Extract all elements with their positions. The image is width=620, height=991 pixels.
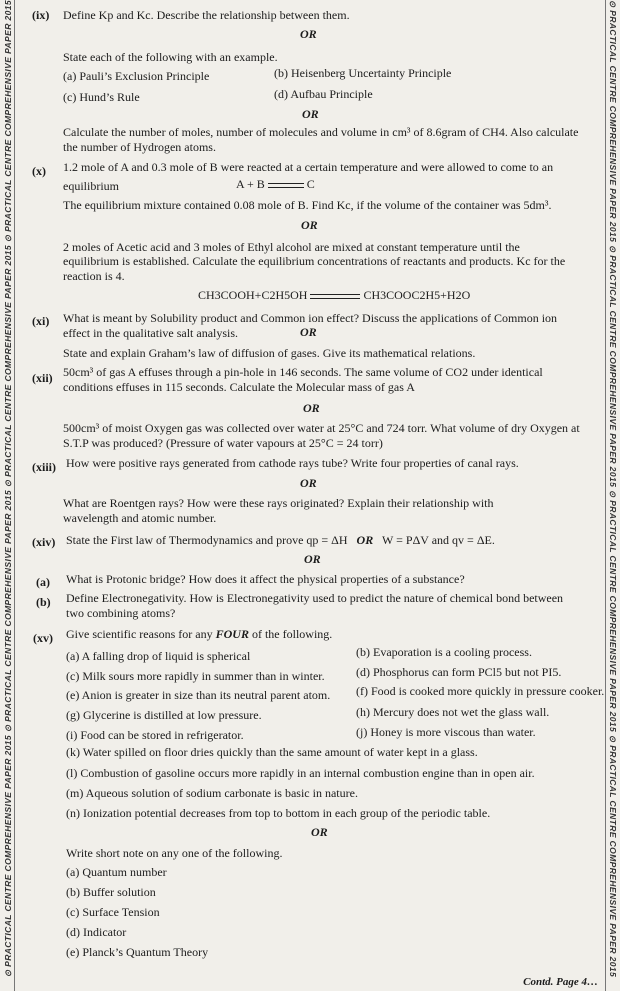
xv-intro: Give scientific reasons for any FOUR of the following. (66, 627, 333, 641)
ix-q1: Define Kp and Kc. Describe the relationship between them. (63, 8, 350, 22)
question-number-xii: (xii) (32, 371, 53, 385)
xv-reason-l: (l) Combustion of gasoline occurs more rapidly in an internal combustion engine than in open air. (66, 766, 535, 780)
question-number-xiii: (xiii) (32, 460, 56, 474)
xv-reason-c: (c) Milk sours more rapidly in summer than in winter. (66, 669, 325, 683)
equilibrium-equation-2: CH3COOH+C2H5OH CH3COOC2H5+H2O (198, 288, 471, 302)
ix-q3-line1: Calculate the number of moles, number of molecules and volume in cm³ of 8.6gram of CH4. Also calculate (63, 125, 579, 139)
question-number-xi: (xi) (32, 314, 50, 328)
x-q2-line3: reaction is 4. (63, 269, 125, 283)
sub-b-line1: Define Electronegativity. How is Electronegativity used to predict the nature of chemical bond between (66, 591, 564, 605)
xi-q1-line2: effect in the qualitative salt analysis. (63, 326, 239, 340)
xii-q2-line2: S.T.P was produced? (Pressure of water vapours at 25°C = 24 torr) (63, 436, 383, 450)
xv-reason-e: (e) Anion is greater in size than its neutral parent atom. (66, 688, 331, 702)
or-divider: OR (300, 27, 317, 41)
xi-q2: State and explain Graham’s law of diffusion of gases. Give its mathematical relations. (63, 346, 476, 360)
xiii-q1: How were positive rays generated from cathode rays tube? Write four properties of canal rays. (66, 456, 519, 470)
xii-q1-line1: 50cm³ of gas A effuses through a pin-hole in 146 seconds. The same volume of CO2 under identical (63, 365, 543, 379)
x-q2-line2: equilibrium is established. Calculate the equilibrium concentrations of reactants and products. Kc for the (63, 254, 566, 268)
xv-reason-j: (j) Honey is more viscous than water. (356, 725, 536, 739)
xiv-q1: State the First law of Thermodynamics and prove qp = ΔH OR W = PΔV and qv = ΔE. (66, 533, 495, 547)
ix-option-c: (c) Hund’s Rule (63, 90, 140, 104)
or-divider: OR (301, 218, 318, 232)
or-divider: OR (304, 552, 321, 566)
equilibrium-arrow-icon (310, 292, 360, 300)
x-q1-line1: 1.2 mole of A and 0.3 mole of B were reacted at a certain temperature and were allowed to come to an (63, 160, 554, 174)
xv-reason-g: (g) Glycerine is distilled at low pressure. (66, 708, 262, 722)
xi-q1-line1: What is meant by Solubility product and Common ion effect? Discuss the applications of Common ion (63, 311, 558, 325)
xv-reason-b: (b) Evaporation is a cooling process. (356, 645, 532, 659)
xv-reason-k: (k) Water spilled on floor dries quickly than the same amount of water kept in a glass. (66, 745, 478, 759)
sub-b-line2: two combining atoms? (66, 606, 176, 620)
sub-a-text: What is Protonic bridge? How does it affect the physical properties of a substance? (66, 572, 465, 586)
question-number-xiv: (xiv) (32, 535, 56, 549)
xv-reason-m: (m) Aqueous solution of sodium carbonate is basic in nature. (66, 786, 358, 800)
question-number-x: (x) (32, 164, 46, 178)
x-q2-line1: 2 moles of Acetic acid and 3 moles of Ethyl alcohol are mixed at constant temperature until the (63, 240, 520, 254)
xv-reason-i: (i) Food can be stored in refrigerator. (66, 728, 244, 742)
xv-reason-n: (n) Ionization potential decreases from top to bottom in each group of the periodic table. (66, 806, 491, 820)
or-divider: OR (300, 325, 317, 339)
or-divider: OR (302, 107, 319, 121)
xv-reason-d: (d) Phosphorus can form PCl5 but not PI5. (356, 665, 562, 679)
continued-page-note: Contd. Page 4… (523, 976, 598, 988)
x-q1-line3: The equilibrium mixture contained 0.08 mole of B. Find Kc, if the volume of the container was 5dm³. (63, 198, 552, 212)
ix-option-a: (a) Pauli’s Exclusion Principle (63, 69, 210, 83)
question-number-xv: (xv) (33, 631, 53, 645)
sub-number-b: (b) (36, 595, 51, 609)
short-note-b: (b) Buffer solution (66, 885, 156, 899)
ix-option-d: (d) Aufbau Principle (274, 87, 373, 101)
short-note-d: (d) Indicator (66, 925, 127, 939)
xii-q1-line2: conditions effuses in 115 seconds. Calculate the Molecular mass of gas A (63, 380, 415, 394)
short-note-c: (c) Surface Tension (66, 905, 160, 919)
x-q1-line2: equilibrium (63, 179, 119, 193)
xiii-q2-line1: What are Roentgen rays? How were these rays originated? Explain their relationship with (63, 496, 494, 510)
or-divider: OR (300, 476, 317, 490)
xv-reason-h: (h) Mercury does not wet the glass wall. (356, 705, 550, 719)
xv-reason-f: (f) Food is cooked more quickly in pressure cooker. (356, 684, 605, 698)
ix-q2: State each of the following with an example. (63, 50, 278, 64)
right-margin-banner: ⊙ PRACTICAL CENTRE COMPREHENSIVE PAPER 2015 ⊙ PRACTICAL CENTRE COMPREHENSIVE PAPER 2015 ⊙ PRACTICAL CENTRE COMPREHENSIVE PAPER 2015 ⊙ PRACTICAL CENTRE COMPREHENSIVE PAPER 2015 (605, 0, 620, 991)
equilibrium-equation-1: A + B C (236, 177, 315, 191)
sub-number-a: (a) (36, 575, 50, 589)
or-divider: OR (303, 401, 320, 415)
xii-q2-line1: 500cm³ of moist Oxygen gas was collected over water at 25°C and 724 torr. What volume of dry Oxygen at (63, 421, 580, 435)
xiii-q2-line2: wavelength and atomic number. (63, 511, 217, 525)
ix-q3-line2: the number of Hydrogen atoms. (63, 140, 216, 154)
short-note-intro: Write short note on any one of the following. (66, 846, 283, 860)
ix-option-b: (b) Heisenberg Uncertainty Principle (274, 66, 452, 80)
equilibrium-arrow-icon (268, 181, 304, 189)
short-note-e: (e) Planck’s Quantum Theory (66, 945, 209, 959)
or-divider: OR (311, 825, 328, 839)
short-note-a: (a) Quantum number (66, 865, 167, 879)
left-margin-banner: ⊙ PRACTICAL CENTRE COMPREHENSIVE PAPER 2015 ⊙ PRACTICAL CENTRE COMPREHENSIVE PAPER 2015 ⊙ PRACTICAL CENTRE COMPREHENSIVE PAPER 2015 ⊙ PRACTICAL CENTRE COMPREHENSIVE PAPER 2015 (0, 0, 15, 991)
xv-reason-a: (a) A falling drop of liquid is spherical (66, 649, 251, 663)
question-number-ix: (ix) (32, 8, 50, 22)
